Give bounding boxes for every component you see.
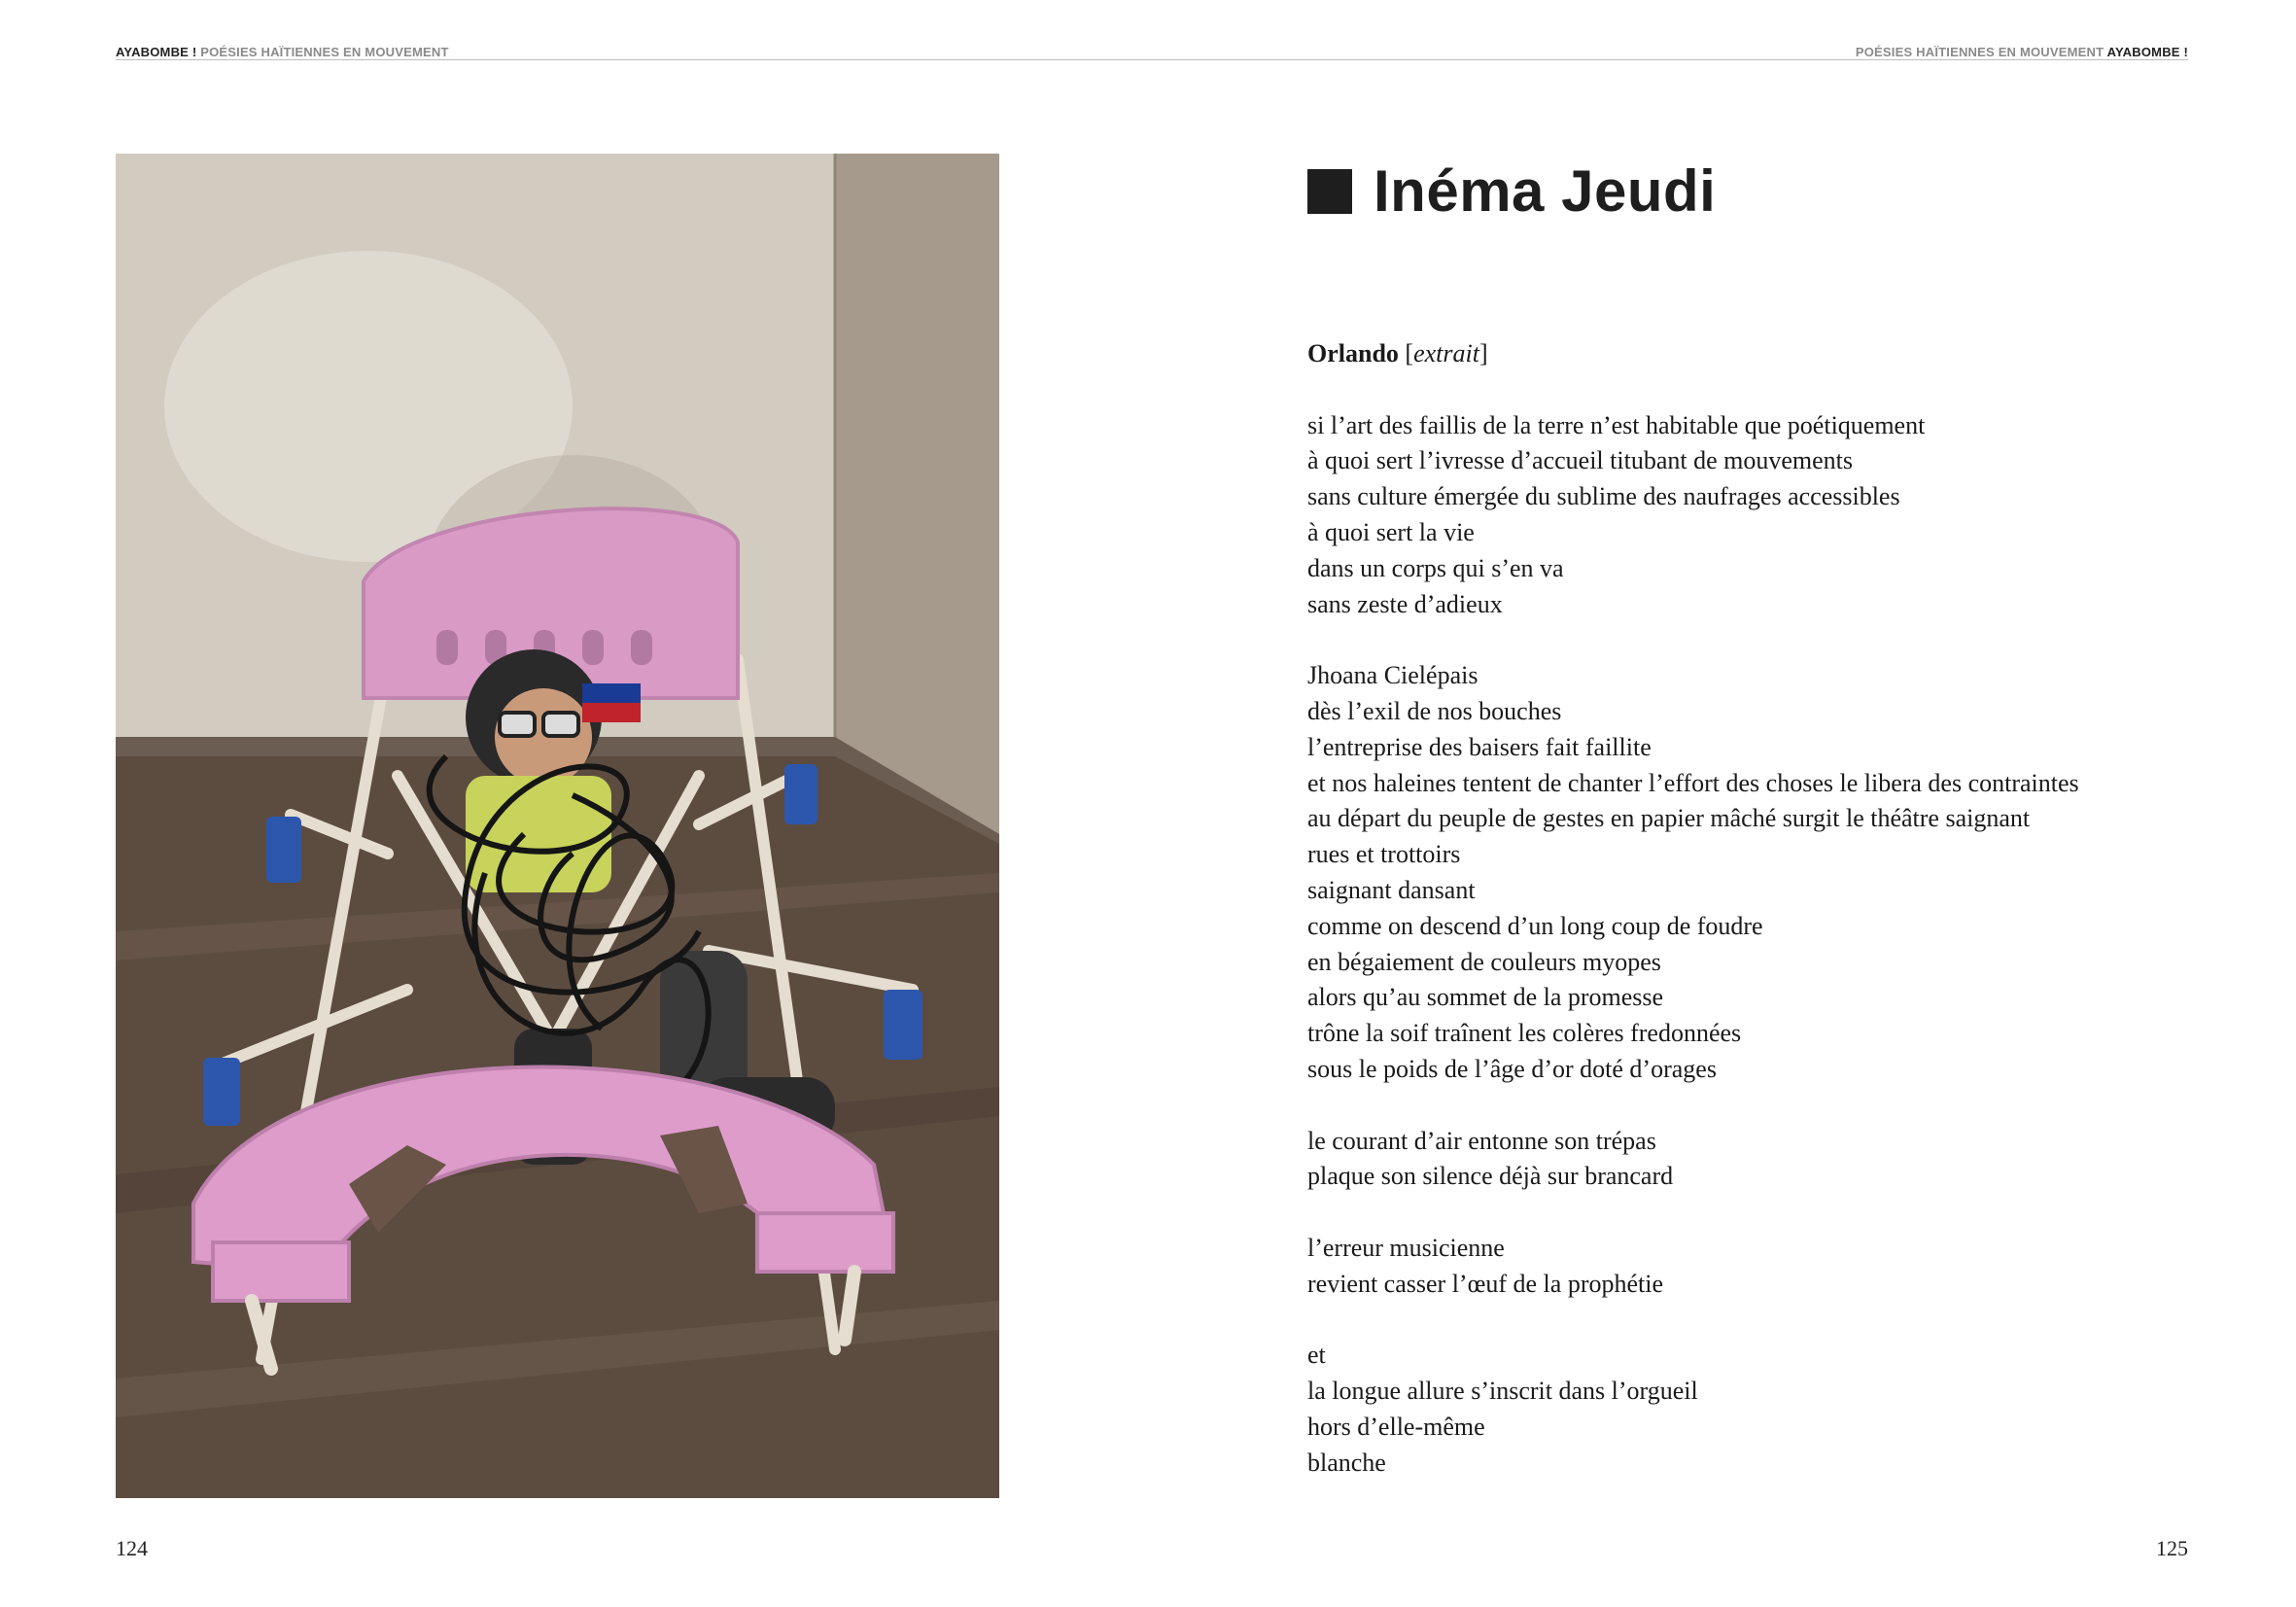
poem-title-note: extrait (1413, 339, 1479, 367)
poem-line: alors qu’au sommet de la promesse (1307, 983, 1664, 1012)
poem-line: dans un corps qui s’en va (1307, 553, 1564, 582)
poem-line: au départ du peuple de gestes en papier mâché surgit le théâtre saignant (1307, 804, 2031, 833)
poem-line: blanche (1307, 1448, 1386, 1477)
poem-line: sous le poids de l’âge d’or doté d’orages (1307, 1054, 1717, 1083)
poem-title-text: Orlando (1307, 339, 1399, 367)
running-head-subtitle: POÉSIES HAÏTIENNES EN MOUVEMENT (1855, 45, 2105, 59)
running-head-brand: AYABOMBE ! (2106, 45, 2188, 59)
poem-line: Jhoana Cielépais (1307, 661, 1478, 690)
poem-line: saignant dansant (1307, 875, 1476, 904)
poem-stanza (1307, 658, 2202, 1088)
black-square-icon (1307, 169, 1352, 214)
page-number-right: 125 (2156, 1536, 2188, 1560)
poem-stanza (1307, 1338, 2202, 1481)
poem-line: sans zeste d’adieux (1307, 589, 1503, 618)
running-head-brand: AYABOMBE ! (116, 45, 197, 59)
poem-line: si l’art des faillis de la terre n’est habitable que poétiquement (1307, 410, 1926, 439)
running-head-subtitle: POÉSIES HAÏTIENNES EN MOUVEMENT (200, 45, 449, 59)
poem-line: sans culture émergée du sublime des naufrages accessibles (1307, 482, 1900, 511)
poem (1307, 336, 2202, 1482)
wall-corner (835, 154, 999, 834)
poem-line: à quoi sert l’ivresse d’accueil titubant de mouvements (1307, 446, 1853, 475)
poem-stanza (1307, 408, 2202, 623)
photo-doll-on-pink-bed (116, 154, 999, 1498)
poem-line: et nos haleines tentent de chanter l’effort des choses le libera des contraintes (1307, 768, 2079, 797)
poem-line: en bégaiement de couleurs myopes (1307, 947, 1661, 976)
poem-line: et (1307, 1341, 1326, 1370)
poem-line: plaque son silence déjà sur brancard (1307, 1162, 1674, 1191)
poem-stanzas (1307, 408, 2202, 1482)
poem-title: Orlando [extrait] (1307, 339, 1488, 367)
poem-line: l’erreur musicienne (1307, 1233, 1505, 1262)
poem-stanza (1307, 1124, 2202, 1196)
poem-line: à quoi sert la vie (1307, 517, 1475, 546)
running-head-right (1856, 45, 2188, 59)
poem-line: comme on descend d’un long coup de foudre (1307, 911, 1763, 940)
poem-line: trône la soif traînent les colères fredonnées (1307, 1019, 1742, 1048)
poem-line: l’entreprise des baisers fait faillite (1307, 732, 1652, 761)
running-head-left (116, 45, 449, 59)
author-heading (1307, 157, 1716, 226)
poem-line: hors d’elle-même (1307, 1412, 1485, 1441)
poem-line: revient casser l’œuf de la prophétie (1307, 1269, 1664, 1298)
poem-line: le courant d’air entonne son trépas (1307, 1126, 1656, 1155)
page-number-left: 124 (116, 1536, 148, 1560)
poem-line: dès l’exil de nos bouches (1307, 696, 1562, 725)
author-name: Inéma Jeudi (1374, 158, 1717, 224)
header-rule (116, 59, 2188, 60)
poem-stanza (1307, 1231, 2202, 1303)
poem-line: la longue allure s’inscrit dans l’orgueil (1307, 1377, 1698, 1406)
poem-line: rues et trottoirs (1307, 840, 1461, 869)
photo-illustration (116, 154, 999, 1498)
